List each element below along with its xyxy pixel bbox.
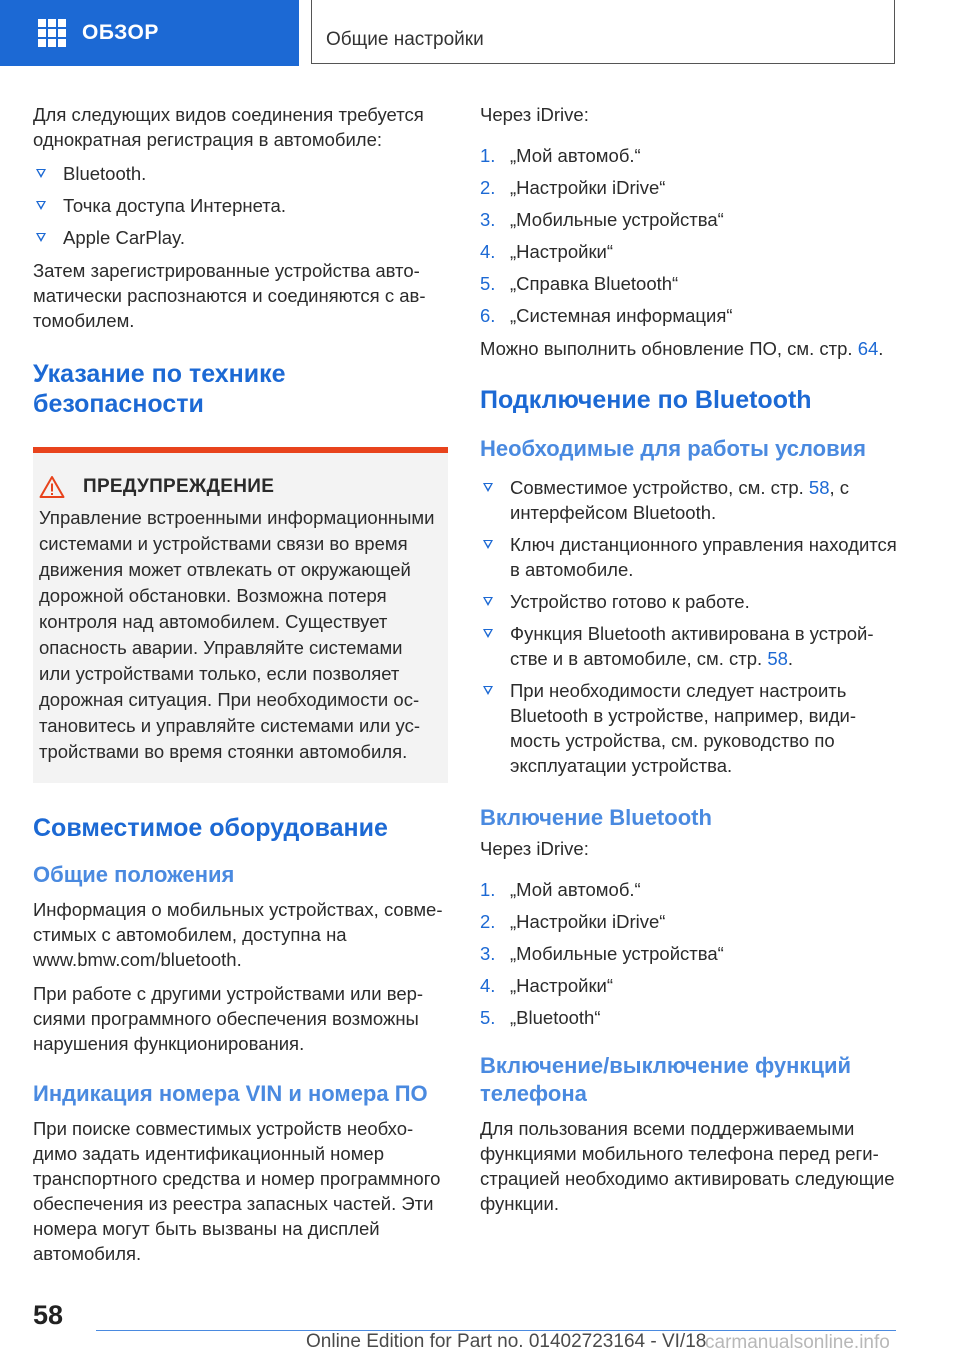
safety-heading: Указание по технике безопасности bbox=[33, 360, 286, 418]
chapter-title: Общие настройки bbox=[326, 29, 484, 50]
triangle-bullet-icon bbox=[483, 540, 493, 549]
steps-list-1 bbox=[480, 143, 900, 328]
compatible-equipment-heading: Совместимое оборудование bbox=[33, 814, 388, 842]
vin-paragraph: При поиске совместимых устройств необходимо задать идентификационный номер транспортного средства и номер программного обеспечения из реестра запасных частей. Эти номера могут быть вызваны на дисплей автомобиля. bbox=[33, 1118, 441, 1264]
warning-triangle-icon bbox=[39, 475, 65, 499]
enable-bluetooth-heading: Включение Bluetooth bbox=[480, 805, 712, 830]
list-item: 3. „Мобильные устройства“ bbox=[480, 943, 724, 964]
vin-heading: Индикация номера VIN и номера ПО bbox=[33, 1081, 428, 1106]
connection-types-list bbox=[33, 161, 448, 250]
bluetooth-connection-heading: Подключение по Bluetooth bbox=[480, 386, 812, 414]
list-item: 3. „Мобильные устройства“ bbox=[480, 209, 724, 230]
edition-text: Online Edition for Part no. 01402723164 - VI/18 bbox=[306, 1331, 707, 1352]
warning-text: Управление встроенными информационными системами и устройствами связи во время движения может отвлекать от окружающей дорожной обстановки. Возможна потеря контроля над автомобилем. Существует опасность аварии. Управляйте системами или устройствами только, если позволяет дорожная ситуация. При необходимости остановитесь и управляйте системами или устройствами во время стоянки автомобиля. bbox=[39, 507, 435, 762]
watermark-text: carmanualsonline.info bbox=[705, 1332, 890, 1353]
triangle-bullet-icon bbox=[483, 686, 493, 695]
list-item: При необходимости следует настроить Bluetooth в устройстве, например, видимость устройства, см. руководство по эксплуатации устройства. bbox=[480, 678, 900, 778]
list-item: 2. „Настройки iDrive“ bbox=[480, 911, 666, 932]
intro-paragraph: Для следующих видов соединения требуется однократная регистрация в автомобиле: bbox=[33, 104, 424, 150]
right-column bbox=[480, 102, 900, 1225]
warning-title: ПРЕДУПРЕЖДЕНИЕ bbox=[83, 476, 275, 497]
steps-list-2 bbox=[480, 877, 900, 1030]
page-link-58[interactable]: 58 bbox=[808, 477, 830, 498]
requirements-list bbox=[480, 475, 900, 778]
triangle-bullet-icon bbox=[483, 597, 493, 606]
via-idrive-label-1: Через iDrive: bbox=[480, 104, 589, 125]
page-link-58[interactable]: 58 bbox=[767, 648, 788, 669]
list-item: Точка доступа Интернета. bbox=[33, 193, 448, 218]
warning-box bbox=[33, 447, 448, 783]
left-column bbox=[33, 102, 448, 1275]
list-item: Совместимое устройство, см. стр. 58, с интерфейсом Bluetooth. bbox=[480, 475, 900, 525]
page-link-64[interactable]: 64 bbox=[857, 338, 879, 359]
general-paragraph-1: Информация о мобильных устройствах, совместимых с автомобилем, доступна на www.bmw.com/bluetooth. bbox=[33, 899, 443, 970]
chapter-title-box bbox=[311, 0, 895, 64]
phone-functions-heading: Включение/выключение функций телефона bbox=[480, 1053, 852, 1106]
list-item: 2. „Настройки iDrive“ bbox=[480, 177, 666, 198]
page-number: 58 bbox=[33, 1300, 64, 1330]
list-item: Apple CarPlay. bbox=[33, 225, 448, 250]
list-item: Функция Bluetooth активирована в устройстве и в автомобиле, см. стр. 58. bbox=[480, 621, 900, 671]
page-header bbox=[0, 0, 960, 66]
triangle-bullet-icon bbox=[483, 483, 493, 492]
list-item: 5. „Bluetooth“ bbox=[480, 1007, 601, 1028]
list-item: 6. „Системная информация“ bbox=[480, 305, 733, 326]
list-item: Ключ дистанционного управления находится в автомобиле. bbox=[480, 532, 900, 582]
requirements-heading: Необходимые для работы условия bbox=[480, 436, 866, 461]
update-paragraph: Можно выполнить обновление ПО, см. стр. 64. bbox=[480, 338, 884, 359]
auto-recognition-paragraph: Затем зарегистрированные устройства автоматически распознаются и соединяются с автомобилем. bbox=[33, 260, 426, 331]
overview-nav-button[interactable] bbox=[0, 0, 299, 66]
list-item: Bluetooth. bbox=[33, 161, 448, 186]
list-item: 1. „Мой автомоб.“ bbox=[480, 145, 641, 166]
triangle-bullet-icon bbox=[36, 233, 46, 242]
list-item: 4. „Настройки“ bbox=[480, 975, 614, 996]
list-item: Устройство готово к работе. bbox=[480, 589, 900, 614]
general-provisions-heading: Общие положения bbox=[33, 862, 235, 887]
list-item: 1. „Мой автомоб.“ bbox=[480, 879, 641, 900]
triangle-bullet-icon bbox=[483, 629, 493, 638]
list-item: 5. „Справка Bluetooth“ bbox=[480, 273, 679, 294]
phone-functions-paragraph: Для пользования всеми поддерживаемыми функциями мобильного телефона перед регистрацией необходимо активировать следующие функции. bbox=[480, 1118, 895, 1214]
triangle-bullet-icon bbox=[36, 201, 46, 210]
general-paragraph-2: При работе с другими устройствами или версиями программного обеспечения возможны нарушения функционирования. bbox=[33, 983, 424, 1054]
via-idrive-label-2: Через iDrive: bbox=[480, 838, 589, 859]
warning-header bbox=[39, 475, 438, 499]
list-item: 4. „Настройки“ bbox=[480, 241, 614, 262]
triangle-bullet-icon bbox=[36, 169, 46, 178]
grid-menu-icon bbox=[38, 19, 66, 47]
overview-nav-label: ОБЗОР bbox=[82, 21, 159, 44]
